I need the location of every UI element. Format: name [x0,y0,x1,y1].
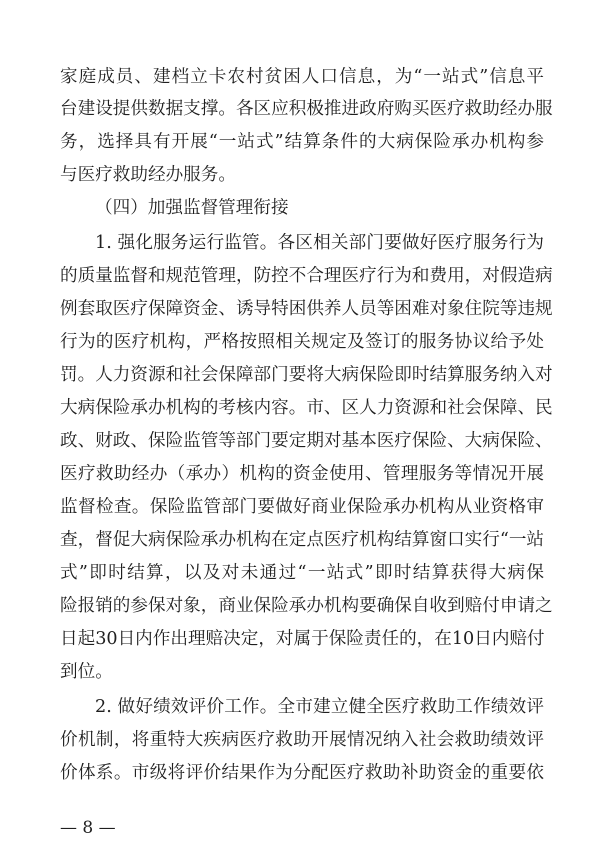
body-line: 监督检查。保险监管部门要做好商业保险承办机构从业资格审 [60,497,544,517]
body-line: 政、财政、保险监管等部门要定期对基本医疗保险、大病保险、 [60,431,553,451]
body-line: 务，选择具有开展“一站式”结算条件的大病保险承办机构参 [60,132,544,152]
body-line: 例套取医疗保障资金、诱导特困供养人员等困难对象住院等违规 [60,299,553,319]
body-line: 的质量监督和规范管理，防控不合理医疗行为和费用，对假造病 [60,266,553,286]
body-line: 罚。人力资源和社会保障部门要将大病保险即时结算服务纳入对 [60,365,553,385]
body-line: 家庭成员、建档立卡农村贫困人口信息，为“一站式”信息平 [60,67,544,87]
body-line: 大病保险承办机构的考核内容。市、区人力资源和社会保障、民 [60,398,553,418]
body-line: 险报销的参保对象，商业保险承办机构要确保自收到赔付申请之 [60,596,553,616]
section-heading: （四）加强监督管理衔接 [95,198,289,218]
body-line: 与医疗救助经办服务。 [60,165,236,185]
body-line: 行为的医疗机构，严格按照相关规定及签订的服务协议给予处 [60,332,544,352]
body-line: 价体系。市级将评价结果作为分配医疗救助补助资金的重要依 [60,763,544,783]
subsection-line: 1. 强化服务运行监管。各区相关部门要做好医疗服务行为 [95,233,544,253]
body-line: 日起30日内作出理赔决定，对属于保险责任的，在10日内赔付 [60,629,545,649]
body-line: 到位。 [60,662,113,682]
body-line: 查，督促大病保险承办机构在定点医疗机构结算窗口实行“一站 [60,530,545,550]
body-line: 价机制，将重特大疾病医疗救助开展情况纳入社会救助绩效评 [60,730,544,750]
body-line: 式”即时结算，以及对未通过“一站式”即时结算获得大病保 [60,563,544,583]
page-number: — 8 — [60,818,116,838]
body-line: 医疗救助经办（承办）机构的资金使用、管理服务等情况开展 [60,464,544,484]
body-line: 台建设提供数据支撑。各区应积极推进政府购买医疗救助经办服 [60,99,553,119]
subsection-line: 2. 做好绩效评价工作。全市建立健全医疗救助工作绩效评 [95,697,544,717]
